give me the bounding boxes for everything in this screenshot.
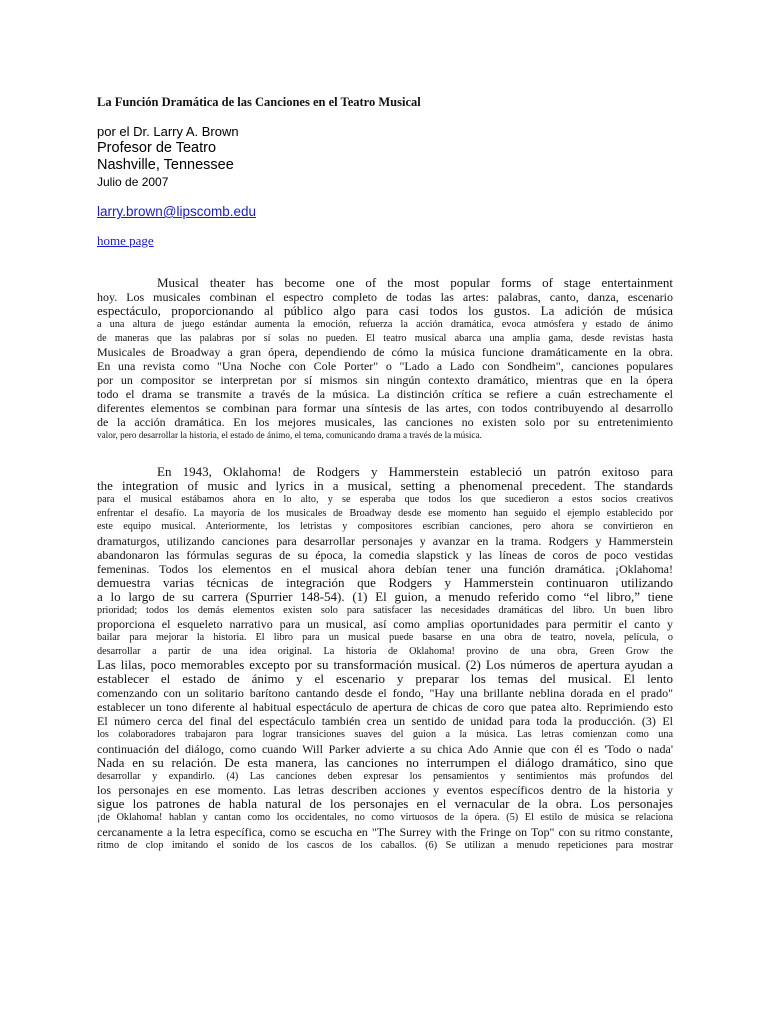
author-block [97, 124, 239, 190]
paragraph-line: demuestra varias técnicas de integración que Rodgers y Hammerstein continuaron utilizando [97, 575, 673, 590]
paragraph-line: bailar para mejorar la historia. El libro para un musical puede basarse en una obra de teatro, novela, película, o [97, 632, 673, 643]
paragraph-line: los personajes en ese momento. Las letras describen acciones y eventos específicos dentro de la historia y [97, 783, 673, 797]
paragraph-line: establecer el estado de ánimo y el escenario y preparar los temas del musical. El lento [97, 672, 673, 686]
paragraph-line: continuación del diálogo, como cuando Will Parker advierte a su chica Ado Annie que con él es 'Todo o nada' [97, 741, 673, 756]
paragraph-line: para el musical estábamos ahora en lo alto, y se esperaba que todos los que sucedieron a estos socios creativos [97, 494, 673, 505]
paragraph-line: desarrollar y expandirlo. (4) Las canciones deben expresar los pensamientos y sentimientos más profundos del [97, 770, 673, 782]
paragraph-line: En una revista como "Una Noche con Cole Porter" o "Lado a Lado con Sondheim", canciones populares [97, 359, 673, 373]
paragraph-line: espectáculo, proporcionando al público algo para casi todos los gustos. La adición de música [97, 304, 673, 318]
paragraph-line: los colaboradores trabajaron para lograr transiciones suaves del guion a la música. Las letras comienzan como una [97, 729, 673, 740]
document-date: Julio de 2007 [97, 175, 169, 189]
author-role: Profesor de Teatro [97, 140, 217, 156]
paragraph-line: todo el drama se transmite a través de la música. La distinción crítica se refiere a cuán estrechamente el [97, 387, 673, 401]
email-link[interactable]: larry.brown@lipscomb.edu [97, 204, 257, 219]
paragraph-line: hoy. Los musicales combinan el espectro completo de todas las artes: palabras, canto, danza, escenario [97, 290, 673, 304]
paragraph-line: de maneras que las palabras por sí solas no pueden. El teatro musical abarca una amplia gama, desde revistas hasta [97, 332, 673, 344]
home-page-link[interactable]: home page [97, 233, 154, 248]
paragraph-line: desarrollar a partir de una idea original. La historia de Oklahoma! provino de una obra, Green Grow the [97, 645, 673, 657]
author-location: Nashville, Tennessee [97, 157, 234, 173]
paragraph-line: de la acción dramática. En los mejores musicales, las canciones no existen solo por su entretenimiento [97, 415, 673, 429]
paragraph-line: diferentes elementos se combinan para formar una síntesis de las artes, con todos contribuyendo al desarrollo [97, 401, 673, 415]
paragraph-2 [97, 465, 673, 852]
paragraph-line: este equipo musical. Anteriormente, los letristas y compositores escribían canciones, pero ahora se convirtieron en [97, 521, 673, 532]
paragraph-line: Musical theater has become one of the most popular forms of stage entertainment [157, 276, 673, 290]
paragraph-line: ritmo de clop imitando el sonido de los cascos de los caballos. (6) Se utilizan a menudo repeticiones para mostrar [97, 839, 673, 851]
paragraph-line: valor, pero desarrollar la historia, el estado de ánimo, el tema, comunicando drama a través de la música. [97, 430, 482, 440]
paragraph-line: Las lilas, poco memorables excepto por su transformación musical. (2) Los números de apertura ayudan a [97, 658, 673, 672]
paragraph-line: Musicales de Broadway a gran ópera, dependiendo de cómo la música funcione dramáticamente en la obra. [97, 345, 673, 359]
paragraph-line: a lo largo de su carrera (Spurrier 148-54). (1) El guion, a menudo referido como “el libro,” tiene [97, 589, 673, 604]
paragraph-line: cercanamente a la letra específica, como se escucha en "The Surrey with the Fringe on Top" con su ritmo constante, [97, 824, 673, 839]
paragraph-line: establecer un tono diferente al habitual espectáculo de apertura de chicas de coro que patea alto. Reprimiendo esto [97, 700, 673, 714]
paragraph-line: El número cerca del final del espectáculo también crea un sentido de unidad para toda la producción. (3) El [97, 714, 673, 728]
paragraph-line: abandonaron las fórmulas seguras de su época, la comedia slapstick y las líneas de coros de poco vestidas [97, 547, 673, 562]
author-name: por el Dr. Larry A. Brown [97, 124, 239, 139]
paragraph-line: enfrentar el desafío. La mayoría de los musicales de Broadway desde ese momento han seguido el ejemplo establecido por [97, 507, 673, 519]
paragraph-line: prioridad; todos los demás elementos existen solo para satisfacer las necesidades dramáticas del libro. Un buen libro [97, 604, 673, 616]
paragraph-line: ¡de Oklahoma! hablan y cantan como los occidentales, no como virtuosos de la ópera. (5) El estilo de música se relaciona [97, 812, 673, 823]
paragraph-line: dramaturgos, utilizando canciones para desarrollar personajes y avanzar en la trama. Rodgers y Hammerstein [97, 533, 673, 548]
document-title: La Función Dramática de las Canciones en el Teatro Musical [97, 95, 421, 109]
paragraph-line: sigue los patrones de habla natural de los personajes en el vernacular de la obra. Los personajes [97, 797, 673, 811]
paragraph-line: a una altura de juego estándar aumenta la emoción, refuerza la acción dramática, evoca atmósfera y estado de ánimo [97, 319, 673, 330]
paragraph-line: En 1943, Oklahoma! de Rodgers y Hammerstein estableció un patrón exitoso para [157, 465, 673, 479]
paragraph-line: femeninas. Todos los elementos en el musical ahora debían tener una función dramática. ¡Oklahoma! [97, 561, 673, 576]
paragraph-line: Nada en su relación. De esta manera, las canciones no interrumpen el diálogo dramático, sino que [97, 755, 673, 770]
paragraph-line: the integration of music and lyrics in a musical, setting a phenomenal precedent. The standards [97, 479, 673, 493]
paragraph-line: proporciona el esqueleto narrativo para un musical, así como amplias oportunidades para permitir el canto y [97, 617, 673, 631]
paragraph-line: comenzando con un solitario barítono cantando desde el fondo, "Hay una brillante neblina dorada en el prado" [97, 686, 673, 700]
paragraph-1 [97, 276, 673, 442]
paragraph-line: por un compositor se interpretan por sí mismos sin ningún contexto dramático, mientras que en la ópera [97, 373, 673, 387]
